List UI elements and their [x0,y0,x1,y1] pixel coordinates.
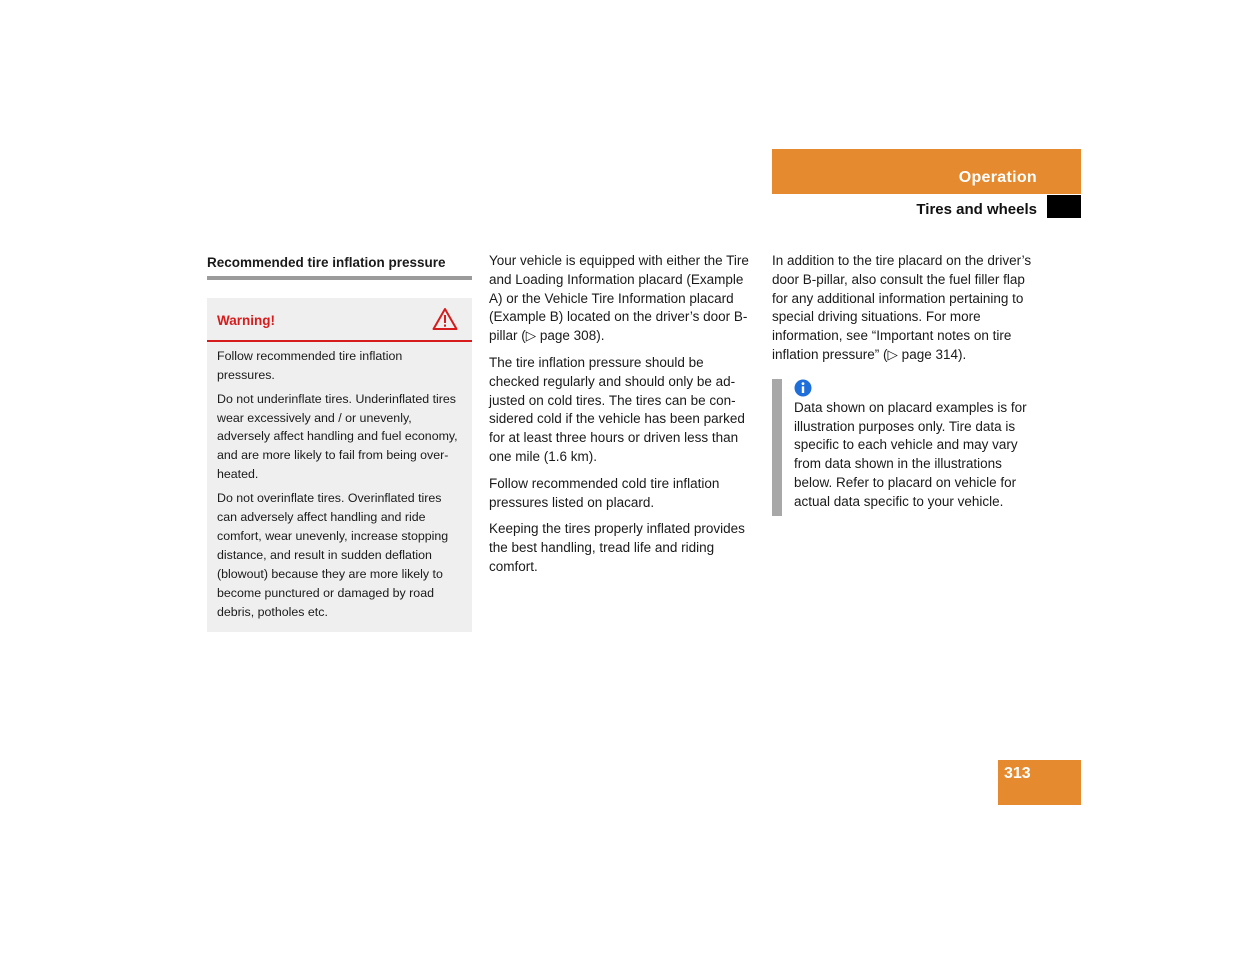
warning-triangle-icon [432,307,458,331]
column-right [772,252,1040,512]
subsection-title: Tires and wheels [916,201,1037,218]
warning-box [207,298,472,633]
column-left [207,252,472,632]
warning-paragraph: Do not underinflate tires. Underinflated tires wear excessively and / or unevenly, adversely affect handling and fuel economy, and are more likely to fail from being over-heated. [217,391,458,482]
body-paragraph: Your vehicle is equipped with either the Tire and Loading Information placard (Example A) or the Vehicle Tire Information placard (Example B) located on the driver’s door B-pillar (▷ page 308). [489,253,749,344]
body-paragraph: Follow recommended cold tire inflation pressures listed on placard. [489,475,720,510]
info-icon [794,379,812,397]
subsection-marker [1047,195,1081,218]
body-paragraph: In addition to the tire placard on the driver’s door B-pillar, also consult the fuel filler flap for any additional information pertaining to special driving situations. For more information, see “Important notes on tire inflation pressure” (▷ page 314). [772,253,1032,362]
info-box [772,379,1040,512]
column-middle [489,252,755,585]
section-title: Operation [958,169,1037,186]
warning-paragraph: Follow recommended tire inflation pressures. [217,348,403,382]
warning-label: Warning! [217,312,275,328]
warning-header [207,298,472,342]
page-number: 313 [1004,765,1031,782]
warning-body [207,342,472,633]
warning-paragraph: Do not overinflate tires. Overinflated tires can adversely affect handling and ride comfort, wear unevenly, increase stopping distance, and result in sudden deflation (blowout) because they are more likely to become punctured or damaged by road debris, potholes etc. [217,491,449,619]
body-paragraph: The tire inflation pressure should be checked regularly and should only be ad-justed on cold tires. The tires can be con-sidered cold if the vehicle has been parked for at least three hours or driven less than one mile (1.6 km). [489,354,745,464]
page-number-box [998,760,1081,805]
body-paragraph: Keeping the tires properly inflated provides the best handling, tread life and riding comfort. [489,521,745,574]
info-text: Data shown on placard examples is for illustration purposes only. Tire data is specific to each vehicle and may vary from data shown in the illustrations below. Refer to placard on vehicle for actual data specific to your vehicle. [794,399,1027,509]
subsection-header [772,195,1081,218]
section-heading: Recommended tire inflation pressure [207,252,472,280]
section-header-bar [772,149,1081,194]
info-side-bar [772,379,782,516]
